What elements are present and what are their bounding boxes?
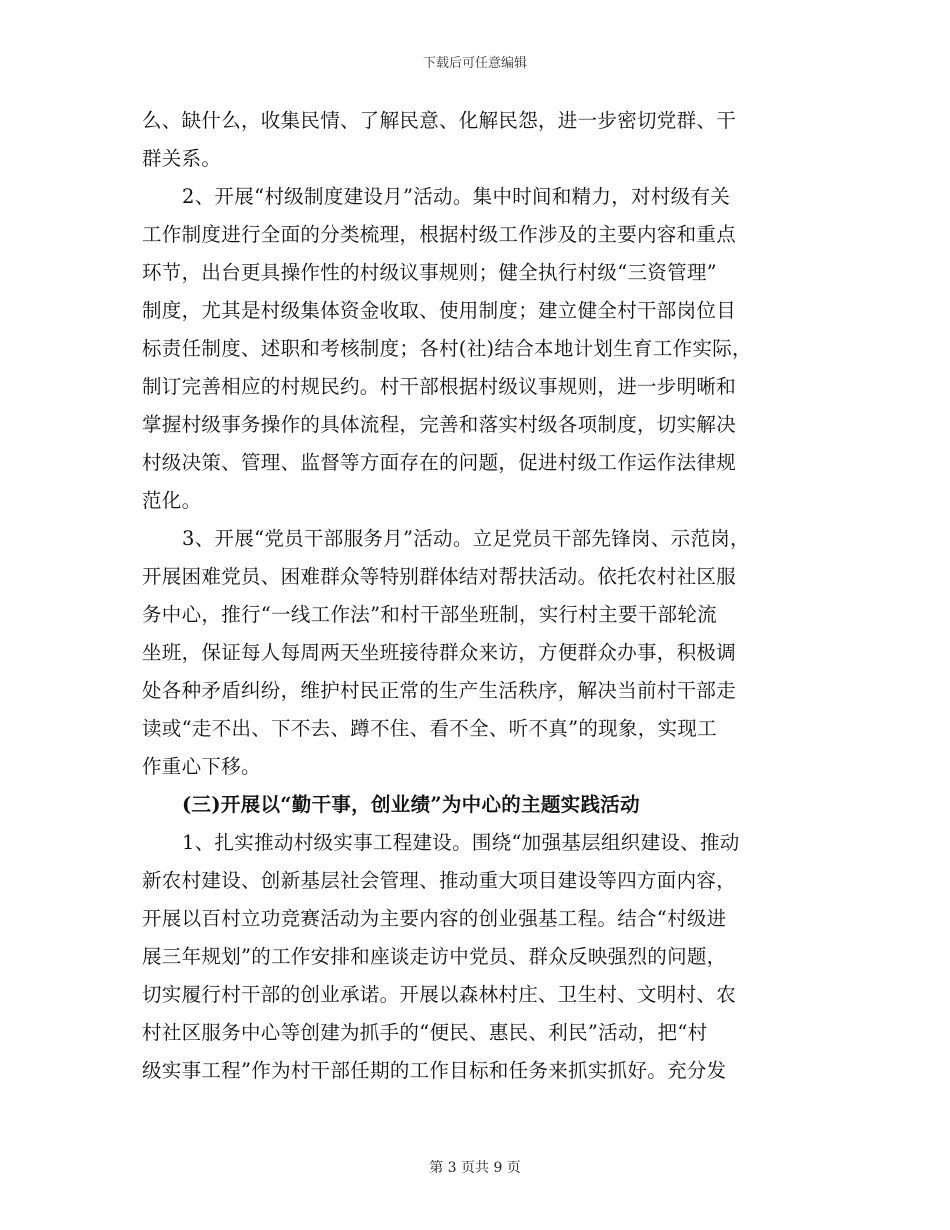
- paragraph-start-line: 3、开展“党员干部服务月”活动。立足党员干部先锋岗、示范岗，: [182, 527, 750, 550]
- page-footer: 第 3 页共 9 页: [429, 1160, 521, 1176]
- text-line: 范化。: [142, 489, 202, 512]
- document-body: [142, 102, 802, 1090]
- text-line: 处各种矛盾纠纷，维护村民正常的生产生活秩序，解决当前村干部走: [142, 679, 737, 702]
- text-line: 么、缺什么，收集民情、了解民意、化解民怨，进一步密切党群、干: [142, 109, 737, 132]
- text-line: 读或“走不出、下不去、蹲不住、看不全、听不真”的现象，实现工: [142, 717, 717, 740]
- text-line: 开展以百村立功竞赛活动为主要内容的创业强基工程。结合“村级进: [142, 907, 727, 930]
- paragraph-start-line: 1、扎实推动村级实事工程建设。围绕“加强基层组织建设、推动: [182, 831, 740, 854]
- text-line: 村社区服务中心等创建为抓手的“便民、惠民、利民”活动，把“村: [142, 1021, 708, 1044]
- text-line: 切实履行村干部的创业承诺。开展以森林村庄、卫生村、文明村、农: [142, 983, 737, 1006]
- text-line: 标责任制度、述职和考核制度；各村(社)结合本地计划生育工作实际，: [142, 337, 752, 360]
- text-line: 环节，出台更具操作性的村级议事规则；健全执行村级“三资管理”: [142, 261, 717, 284]
- text-line: 制度，尤其是村级集体资金收取、使用制度；建立健全村干部岗位目: [142, 299, 737, 322]
- text-line: 新农村建设、创新基层社会管理、推动重大项目建设等四方面内容，: [142, 869, 737, 892]
- text-line: 务中心，推行“一线工作法”和村干部坐班制，实行村主要干部轮流: [142, 603, 717, 626]
- paragraph-start-line: 2、开展“村级制度建设月”活动。集中时间和精力，对村级有关: [182, 185, 731, 208]
- text-line: 工作制度进行全面的分类梳理，根据村级工作涉及的主要内容和重点: [142, 223, 737, 246]
- text-line: 作重心下移。: [142, 755, 261, 778]
- text-line: 掌握村级事务操作的具体流程，完善和落实村级各项制度，切实解决: [142, 413, 737, 436]
- text-line: 展三年规划”的工作安排和座谈走访中党员、群众反映强烈的问题，: [142, 945, 727, 968]
- text-line: 制订完善相应的村规民约。村干部根据村级议事规则，进一步明晰和: [142, 375, 737, 398]
- text-line: 群关系。: [142, 147, 222, 170]
- page-header: 下载后可任意编辑: [422, 56, 527, 71]
- text-line: 坐班，保证每人每周两天坐班接待群众来访，方便群众办事，积极调: [142, 641, 737, 664]
- section-heading: (三)开展以“勤干事，创业绩”为中心的主题实践活动: [182, 793, 640, 816]
- text-line: 村级决策、管理、监督等方面存在的问题，促进村级工作运作法律规: [142, 451, 737, 474]
- text-line: 开展困难党员、困难群众等特别群体结对帮扶活动。依托农村社区服: [142, 565, 737, 588]
- text-line: 级实事工程”作为村干部任期的工作目标和任务来抓实抓好。充分发: [142, 1059, 727, 1082]
